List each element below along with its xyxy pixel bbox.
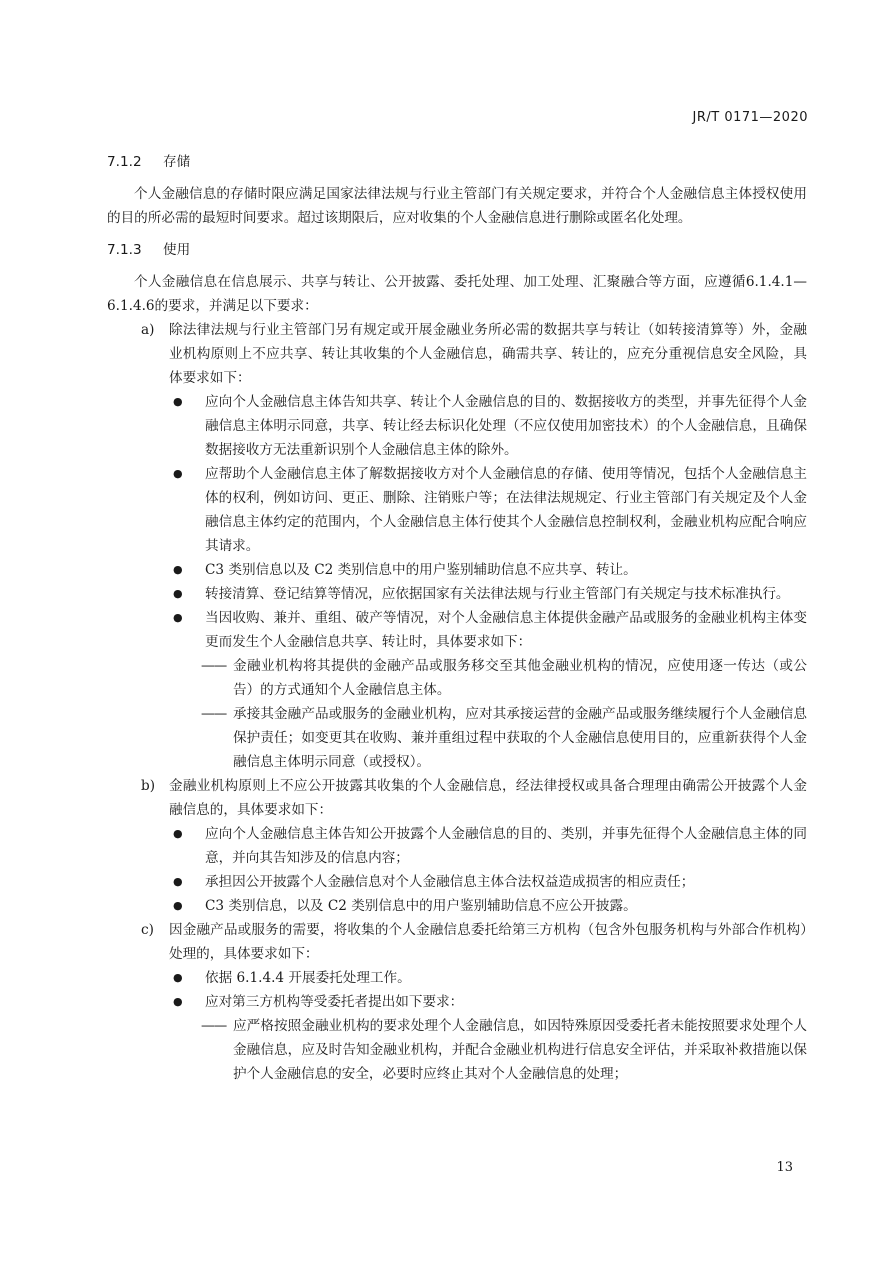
- section-title: 存储: [163, 154, 191, 170]
- list-marker: a): [141, 322, 155, 338]
- bullet-text: 承担因公开披露个人金融信息对个人金融信息主体合法权益造成损害的相应责任；: [205, 874, 695, 890]
- dash-marker: ——: [201, 706, 227, 722]
- bullet-text: C3 类别信息以及 C2 类别信息中的用户鉴别辅助信息不应共享、转让。: [205, 562, 637, 578]
- standard-number: JR/T 0171—2020: [692, 110, 808, 125]
- list-item-c: [107, 918, 807, 966]
- bullet-icon: ●: [173, 971, 183, 984]
- section-title: 使用: [163, 242, 191, 258]
- bullet-text: 应帮助个人金融信息主体了解数据接收方对个人金融信息的存储、使用等情况，包括个人金融信息主体的权利，例如访问、更正、删除、注销账户等；在法律法规规定、行业主管部门有关规定及个人金融信息主体约定的范围内，个人金融信息主体行使其个人金融信息控制权利，金融业机构应配合响应其请求。: [205, 466, 807, 554]
- bullet-item: [107, 606, 807, 654]
- bullet-text: 应向个人金融信息主体告知共享、转让个人金融信息的目的、数据接收方的类型，并事先征得个人金融信息主体明示同意，共享、转让经去标识化处理（不应仅使用加密技术）的个人金融信息，且确保数据接收方无法重新识别个人金融信息主体的除外。: [205, 394, 807, 458]
- bullet-item: [107, 582, 807, 606]
- dash-item: [107, 654, 807, 702]
- list-item-b: [107, 774, 807, 822]
- dash-item: [107, 1014, 807, 1086]
- bullet-icon: ●: [173, 587, 183, 600]
- usage-intro-paragraph: 个人金融信息在信息展示、共享与转让、公开披露、委托处理、加工处理、汇聚融合等方面，应遵循6.1.4.1—6.1.4.6的要求，并满足以下要求：: [107, 274, 807, 314]
- bullet-item: [107, 558, 807, 582]
- list-item-text: 因金融产品或服务的需要，将收集的个人金融信息委托给第三方机构（包含外包服务机构与外部合作机构）处理的，具体要求如下：: [169, 922, 807, 962]
- bullet-icon: ●: [173, 395, 183, 408]
- document-body: [107, 150, 807, 1086]
- bullet-item: [107, 990, 807, 1014]
- bullet-icon: ●: [173, 467, 183, 480]
- list-item-a: [107, 318, 807, 390]
- list-item-text: 除法律法规与行业主管部门另有规定或开展金融业务所必需的数据共享与转让（如转接清算等）外，金融业机构原则上不应共享、转让其收集的个人金融信息，确需共享、转让的，应充分重视信息安全风险，具体要求如下：: [169, 322, 807, 386]
- section-number: 7.1.3: [107, 242, 142, 258]
- dash-marker: ——: [201, 658, 227, 674]
- bullet-item: [107, 462, 807, 558]
- bullet-text: C3 类别信息，以及 C2 类别信息中的用户鉴别辅助信息不应公开披露。: [205, 898, 637, 914]
- bullet-text: 依据 6.1.4.4 开展委托处理工作。: [205, 970, 411, 986]
- dash-text: 应严格按照金融业机构的要求处理个人金融信息，如因特殊原因受委托者未能按照要求处理个人金融信息，应及时告知金融业机构，并配合金融业机构进行信息安全评估，并采取补救措施以保护个人金融信息的安全，必要时应终止其对个人金融信息的处理；: [233, 1018, 807, 1082]
- bullet-icon: ●: [173, 875, 183, 888]
- bullet-item: [107, 822, 807, 870]
- list-marker: b): [141, 778, 156, 794]
- bullet-text: 应向个人金融信息主体告知公开披露个人金融信息的目的、类别，并事先征得个人金融信息主体的同意，并向其告知涉及的信息内容；: [205, 826, 807, 866]
- section-number: 7.1.2: [107, 154, 142, 170]
- bullet-item: [107, 894, 807, 918]
- list-item-text: 金融业机构原则上不应公开披露其收集的个人金融信息，经法律授权或具备合理理由确需公开披露个人金融信息的，具体要求如下：: [169, 778, 807, 818]
- bullet-icon: ●: [173, 899, 183, 912]
- section-heading-7-1-2: [107, 150, 807, 174]
- bullet-icon: ●: [173, 995, 183, 1008]
- bullet-text: 应对第三方机构等受委托者提出如下要求：: [205, 994, 464, 1010]
- list-marker: c): [141, 922, 154, 938]
- bullet-icon: ●: [173, 563, 183, 576]
- dash-text: 承接其金融产品或服务的金融业机构，应对其承接运营的金融产品或服务继续履行个人金融信息保护责任；如变更其在收购、兼并重组过程中获取的个人金融信息使用目的，应重新获得个人金融信息主体明示同意（或授权）。: [233, 706, 807, 770]
- bullet-item: [107, 966, 807, 990]
- bullet-item: [107, 390, 807, 462]
- bullet-item: [107, 870, 807, 894]
- dash-item: [107, 702, 807, 774]
- bullet-icon: ●: [173, 611, 183, 624]
- bullet-icon: ●: [173, 827, 183, 840]
- bullet-text: 当因收购、兼并、重组、破产等情况，对个人金融信息主体提供金融产品或服务的金融业机构主体变更而发生个人金融信息共享、转让时，具体要求如下：: [205, 610, 807, 650]
- bullet-text: 转接清算、登记结算等情况，应依据国家有关法律法规与行业主管部门有关规定与技术标准执行。: [205, 586, 790, 602]
- page-number: 13: [776, 1160, 793, 1175]
- dash-marker: ——: [201, 1018, 227, 1034]
- storage-paragraph: 个人金融信息的存储时限应满足国家法律法规与行业主管部门有关规定要求，并符合个人金融信息主体授权使用的目的所必需的最短时间要求。超过该期限后，应对收集的个人金融信息进行删除或匿名化处理。: [107, 186, 807, 226]
- dash-text: 金融业机构将其提供的金融产品或服务移交至其他金融业机构的情况，应使用逐一传达（或公告）的方式通知个人金融信息主体。: [233, 658, 807, 698]
- section-heading-7-1-3: [107, 238, 807, 262]
